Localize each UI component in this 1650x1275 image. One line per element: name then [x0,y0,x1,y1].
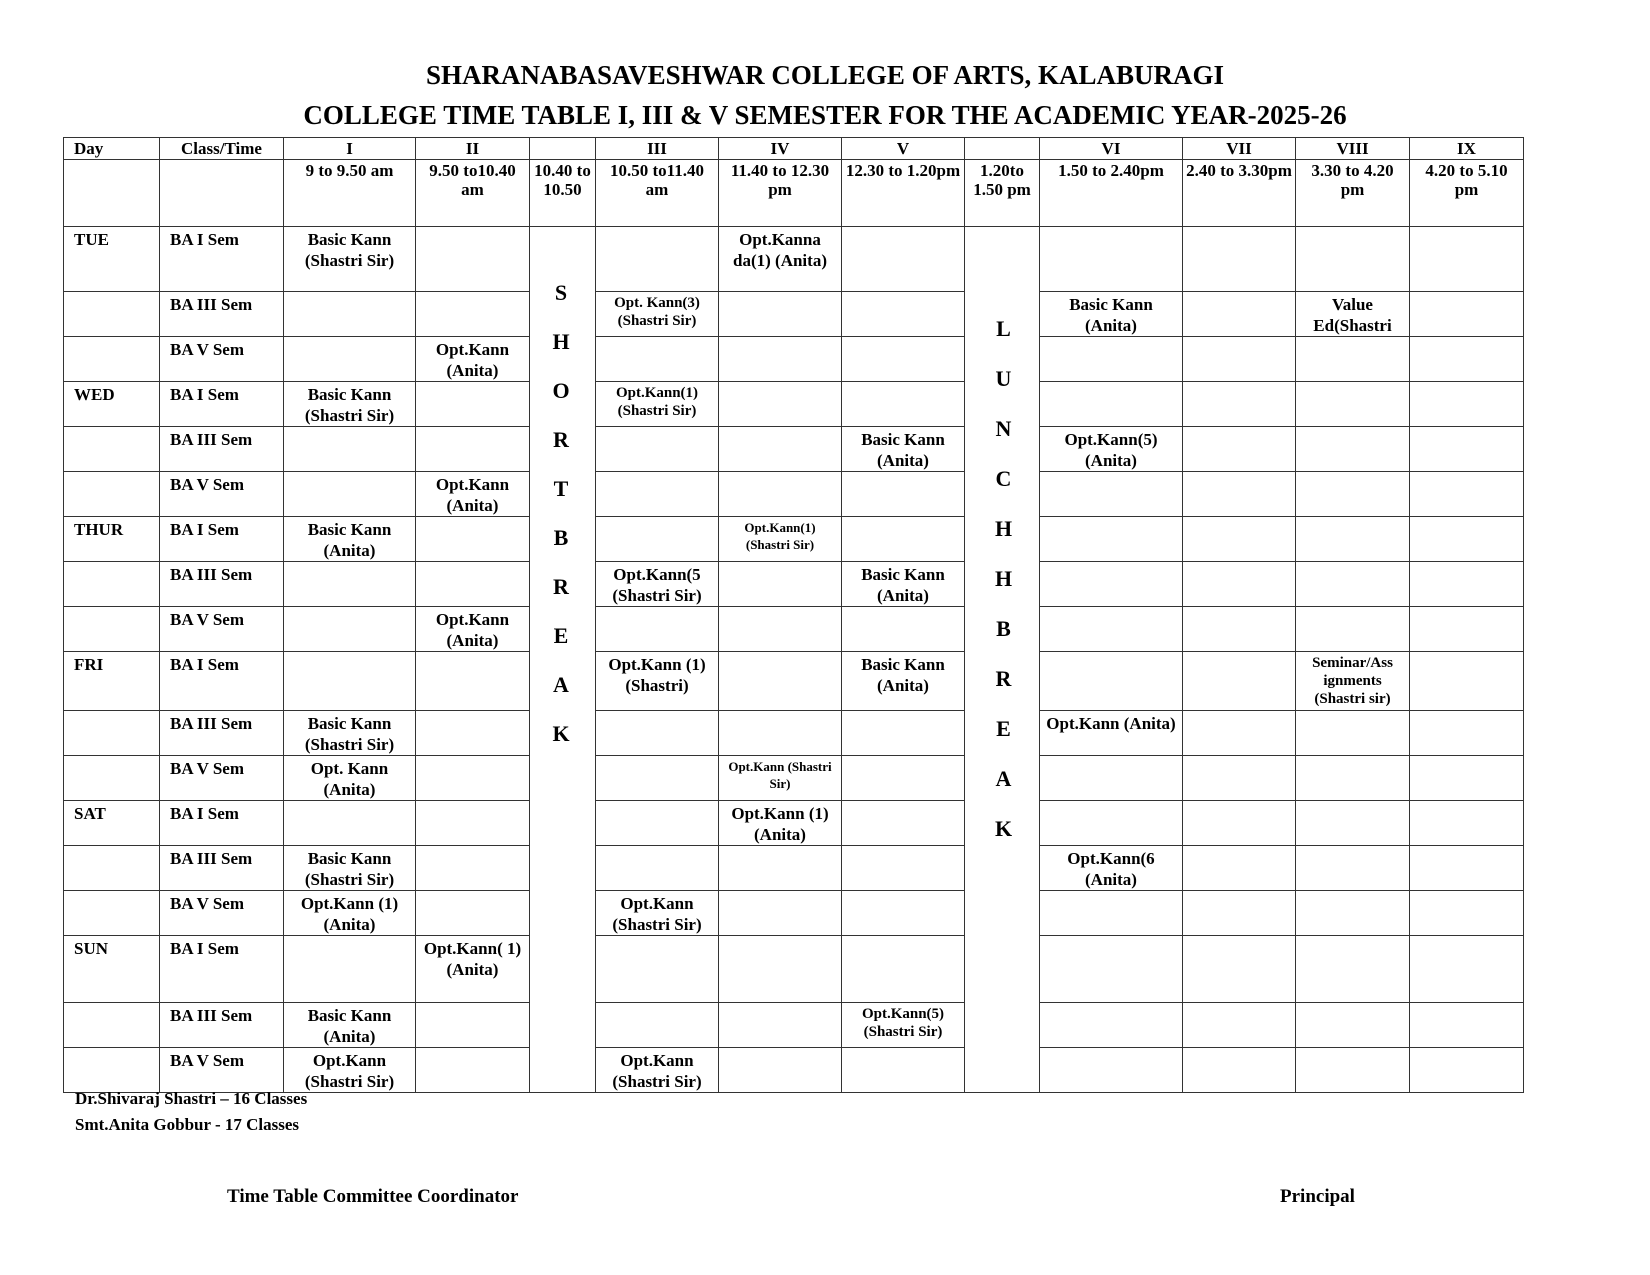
timetable-row [64,801,1524,846]
lecture-cell [719,562,842,607]
lecture-cell: Opt. Kann (Anita) [284,756,416,801]
time-header-row [64,160,1524,227]
period-header-cell [965,138,1040,160]
lecture-cell [1183,652,1296,711]
lecture-cell: Opt.Kann (1) (Shastri) [596,652,719,711]
lecture-cell [1183,292,1296,337]
time-header-cell: 1.50 to 2.40pm [1040,160,1183,227]
lecture-cell [1410,562,1524,607]
lecture-cell [1040,382,1183,427]
lecture-cell: Basic Kann (Shastri Sir) [284,846,416,891]
class-cell: BA I Sem [160,517,284,562]
lecture-cell [1183,427,1296,472]
lecture-cell [1183,517,1296,562]
short-break-letter: K [552,721,570,746]
lecture-cell [1410,801,1524,846]
lecture-cell: Basic Kann (Anita) [284,1003,416,1048]
short-break-letter: R [553,427,569,452]
lecture-cell [1183,936,1296,1003]
short-break-letter: S [554,280,568,305]
lecture-cell [1040,801,1183,846]
lecture-cell [596,472,719,517]
period-header-cell: VIII [1296,138,1410,160]
lecture-cell [842,227,965,292]
lunch-break-letter: C [995,466,1012,491]
lecture-cell [842,607,965,652]
day-cell [64,1048,160,1093]
lecture-cell [719,337,842,382]
period-header-cell [530,138,596,160]
lunch-break-letter: H [994,516,1013,541]
short-break-letter: T [553,476,569,501]
lecture-cell [1040,936,1183,1003]
lecture-cell [1410,711,1524,756]
coordinator-signature-label: Time Table Committee Coordinator [227,1186,519,1207]
lecture-cell: Opt.Kann (Anita) [416,337,530,382]
lunch-break-label [966,316,1041,842]
lecture-cell [1296,337,1410,382]
lecture-cell [416,756,530,801]
day-cell [64,756,160,801]
lecture-cell: Value Ed(Shastri [1296,292,1410,337]
day-cell: THUR [64,517,160,562]
lecture-cell [284,801,416,846]
period-header-cell: V [842,138,965,160]
lecture-cell [1410,652,1524,711]
lecture-cell [1296,472,1410,517]
lecture-cell [416,1048,530,1093]
lecture-cell [1296,607,1410,652]
timetable-subtitle: COLLEGE TIME TABLE I, III & V SEMESTER FOR THE ACADEMIC YEAR-2025-26 [303,100,1347,130]
lecture-cell [842,1048,965,1093]
lecture-cell [842,801,965,846]
lecture-cell: Opt.Kann(5 (Shastri Sir) [596,562,719,607]
timetable-row [64,1048,1524,1093]
lecture-cell [1040,1003,1183,1048]
timetable-row [64,562,1524,607]
lecture-cell [1183,801,1296,846]
lecture-cell [284,562,416,607]
class-cell: BA I Sem [160,936,284,1003]
lecture-cell [1040,472,1183,517]
class-cell: BA V Sem [160,1048,284,1093]
lecture-cell [416,1003,530,1048]
lecture-cell [1410,227,1524,292]
lecture-cell [596,756,719,801]
day-cell [64,427,160,472]
lecture-cell [416,652,530,711]
timetable-row [64,427,1524,472]
lecture-cell [1296,1003,1410,1048]
lecture-cell: Opt.Kann (Shastri Sir) [719,756,842,801]
lecture-cell [719,936,842,1003]
lecture-cell [1410,382,1524,427]
period-header-cell: VI [1040,138,1183,160]
time-header-cell [160,160,284,227]
lecture-cell: Basic Kann (Shastri Sir) [284,711,416,756]
time-header-cell: 11.40 to 12.30 pm [719,160,842,227]
lecture-cell [596,517,719,562]
period-header-cell: VII [1183,138,1296,160]
time-header-cell: 10.50 to11.40 am [596,160,719,227]
lecture-cell [1183,472,1296,517]
lunch-break-letter: H [994,566,1013,591]
day-cell: FRI [64,652,160,711]
period-header-cell: III [596,138,719,160]
short-break-letter: E [553,623,569,648]
lecture-cell: Opt.Kanna da(1) (Anita) [719,227,842,292]
class-cell: BA III Sem [160,1003,284,1048]
lecture-cell: Basic Kann (Anita) [1040,292,1183,337]
teacher-summary-shastri: Dr.Shivaraj Shastri – 16 Classes [75,1089,308,1108]
principal-signature-label: Principal [1280,1186,1355,1207]
lecture-cell [1183,1003,1296,1048]
lecture-cell [284,607,416,652]
lecture-cell [1410,1048,1524,1093]
timetable-row [64,756,1524,801]
lecture-cell [1296,711,1410,756]
lecture-cell: Opt.Kann (Shastri Sir) [284,1048,416,1093]
lecture-cell [719,1003,842,1048]
lunch-break-letter: R [995,666,1012,691]
lecture-cell: Opt.Kann (1)(Anita) [719,801,842,846]
class-cell: BA III Sem [160,562,284,607]
time-header-cell: 2.40 to 3.30pm [1183,160,1296,227]
lecture-cell [416,292,530,337]
lecture-cell: Basic Kann (Anita) [842,652,965,711]
lecture-cell [596,1003,719,1048]
lecture-cell [1296,801,1410,846]
lecture-cell [596,801,719,846]
lecture-cell [842,711,965,756]
day-cell [64,292,160,337]
lecture-cell [1296,756,1410,801]
lecture-cell: Basic Kann (Shastri Sir) [284,227,416,292]
lecture-cell [719,607,842,652]
day-cell: WED [64,382,160,427]
lecture-cell [596,711,719,756]
day-cell [64,711,160,756]
lecture-cell: Opt. Kann(3) (Shastri Sir) [596,292,719,337]
lecture-cell [1183,337,1296,382]
lecture-cell [1296,846,1410,891]
class-cell: BA III Sem [160,427,284,472]
lecture-cell: Opt.Kann(5) (Shastri Sir) [842,1003,965,1048]
lecture-cell [1410,472,1524,517]
class-cell: BA V Sem [160,607,284,652]
day-cell: SAT [64,801,160,846]
lecture-cell [842,382,965,427]
lecture-cell [842,936,965,1003]
lecture-cell [1040,607,1183,652]
class-cell: BA III Sem [160,711,284,756]
lecture-cell [596,846,719,891]
class-cell: BA V Sem [160,891,284,936]
lecture-cell: Opt.Kann(5) (Anita) [1040,427,1183,472]
lecture-cell [1296,1048,1410,1093]
lecture-cell [416,711,530,756]
lecture-cell [1183,607,1296,652]
lecture-cell [284,337,416,382]
lecture-cell [1410,607,1524,652]
college-title: SHARANABASAVESHWAR COLLEGE OF ARTS, KALABURAGI [426,60,1224,90]
lecture-cell [1040,652,1183,711]
lecture-cell [416,891,530,936]
lecture-cell [1296,427,1410,472]
lecture-cell [719,711,842,756]
short-break-label [528,280,594,747]
timetable-row [64,936,1524,1003]
class-cell: BA III Sem [160,292,284,337]
day-cell: TUE [64,227,160,292]
class-cell: BA V Sem [160,756,284,801]
timetable-row [64,1003,1524,1048]
lecture-cell [842,756,965,801]
lecture-cell [1183,382,1296,427]
lecture-cell: Opt.Kann(6 (Anita) [1040,846,1183,891]
lecture-cell [1296,891,1410,936]
timetable-row [64,472,1524,517]
lecture-cell [1296,517,1410,562]
lecture-cell [416,517,530,562]
timetable-row [64,382,1524,427]
lecture-cell [842,891,965,936]
lecture-cell [1183,227,1296,292]
lecture-cell [1296,382,1410,427]
time-header-cell: 9 to 9.50 am [284,160,416,227]
lunch-break-letter: U [995,366,1012,391]
class-cell: BA I Sem [160,382,284,427]
lecture-cell [416,846,530,891]
lecture-cell [1410,756,1524,801]
lecture-cell: Opt.Kann (1)(Anita) [284,891,416,936]
lecture-cell [1040,1048,1183,1093]
lecture-cell [719,472,842,517]
lecture-cell [1040,517,1183,562]
lecture-cell [284,292,416,337]
lecture-cell [416,562,530,607]
lecture-cell [416,227,530,292]
class-cell: BA V Sem [160,337,284,382]
timetable-row [64,292,1524,337]
lecture-cell [596,337,719,382]
period-header-cell: IV [719,138,842,160]
time-header-cell: 9.50 to10.40 am [416,160,530,227]
time-header-cell: 10.40 to 10.50 [530,160,596,227]
period-header-cell: Day [64,138,160,160]
timetable-row [64,891,1524,936]
lecture-cell [842,292,965,337]
lecture-cell [596,607,719,652]
lunch-break-letter: L [996,316,1011,341]
lecture-cell [1040,562,1183,607]
lecture-cell [596,427,719,472]
lecture-cell: Opt.Kann (Anita) [416,472,530,517]
lecture-cell [842,517,965,562]
lecture-cell [596,936,719,1003]
lecture-cell [596,227,719,292]
timetable-row [64,517,1524,562]
class-cell: BA I Sem [160,652,284,711]
day-cell [64,472,160,517]
lecture-cell: Basic Kann (Anita) [842,562,965,607]
lecture-cell [1410,427,1524,472]
day-cell [64,337,160,382]
class-cell: BA I Sem [160,801,284,846]
lecture-cell [1296,562,1410,607]
lecture-cell [842,337,965,382]
lecture-cell [719,292,842,337]
lecture-cell: Opt.Kann (Anita) [1040,711,1183,756]
lecture-cell [284,936,416,1003]
lecture-cell: Opt.Kann (Shastri Sir) [596,891,719,936]
lunch-break-letter: A [995,766,1012,791]
lecture-cell [1183,1048,1296,1093]
lecture-cell: Basic Kann (Anita) [842,427,965,472]
lunch-break-letter: N [995,416,1012,441]
lecture-cell [1296,936,1410,1003]
class-cell: BA I Sem [160,227,284,292]
period-header-cell: II [416,138,530,160]
lecture-cell [1183,562,1296,607]
day-cell [64,607,160,652]
lecture-cell [842,846,965,891]
lecture-cell [284,427,416,472]
day-cell: SUN [64,936,160,1003]
lecture-cell [719,652,842,711]
class-cell: BA III Sem [160,846,284,891]
lecture-cell [1296,227,1410,292]
lunch-break-letter: B [996,616,1011,641]
lecture-cell [1410,891,1524,936]
lecture-cell [1183,846,1296,891]
timetable [63,137,1524,1093]
day-cell [64,891,160,936]
timetable-row [64,227,1524,292]
period-header-cell: Class/Time [160,138,284,160]
timetable-row [64,652,1524,711]
lecture-cell: Opt.Kann (Anita) [416,607,530,652]
lecture-cell: Opt.Kann( 1) (Anita) [416,936,530,1003]
lecture-cell [719,427,842,472]
period-header-cell: I [284,138,416,160]
lecture-cell [719,382,842,427]
time-header-cell: 4.20 to 5.10 pm [1410,160,1524,227]
lecture-cell [284,652,416,711]
lecture-cell [1040,337,1183,382]
timetable-row [64,607,1524,652]
lecture-cell [1040,891,1183,936]
time-header-cell [64,160,160,227]
short-break-letter: H [552,329,570,354]
lecture-cell [1410,936,1524,1003]
class-cell: BA V Sem [160,472,284,517]
lunch-break-letter: E [996,716,1011,741]
day-cell [64,562,160,607]
lecture-cell [416,801,530,846]
lecture-cell: Basic Kann (Anita) [284,517,416,562]
time-header-cell: 12.30 to 1.20pm [842,160,965,227]
lecture-cell [1040,227,1183,292]
lecture-cell: Opt.Kann(1) (Shastri Sir) [596,382,719,427]
timetable-row [64,337,1524,382]
short-break-letter: B [553,525,569,550]
lecture-cell [842,472,965,517]
short-break-letter: O [552,378,570,403]
lecture-cell: Seminar/Ass ignments (Shastri sir) [1296,652,1410,711]
lecture-cell [1410,846,1524,891]
day-cell [64,846,160,891]
lecture-cell: Opt.Kann(1) (Shastri Sir) [719,517,842,562]
lecture-cell [719,891,842,936]
period-header-cell: IX [1410,138,1524,160]
lecture-cell [719,846,842,891]
lecture-cell [1410,517,1524,562]
short-break-letter: A [553,672,569,697]
timetable-row [64,711,1524,756]
lecture-cell [416,427,530,472]
lecture-cell [1410,292,1524,337]
lecture-cell [284,472,416,517]
lecture-cell [416,382,530,427]
time-header-cell: 1.20to 1.50 pm [965,160,1040,227]
lecture-cell: Opt.Kann (Shastri Sir) [596,1048,719,1093]
lecture-cell [1183,891,1296,936]
day-cell [64,1003,160,1048]
period-header-row [64,138,1524,160]
lecture-cell [1040,756,1183,801]
lecture-cell [1183,756,1296,801]
short-break-letter: R [553,574,569,599]
lecture-cell [1410,1003,1524,1048]
lecture-cell [1410,337,1524,382]
lecture-cell [719,1048,842,1093]
lunch-break-letter: K [994,816,1013,841]
lecture-cell: Basic Kann (Shastri Sir) [284,382,416,427]
time-header-cell: 3.30 to 4.20 pm [1296,160,1410,227]
teacher-summary-anita: Smt.Anita Gobbur - 17 Classes [75,1115,300,1134]
timetable-row [64,846,1524,891]
lecture-cell [1183,711,1296,756]
